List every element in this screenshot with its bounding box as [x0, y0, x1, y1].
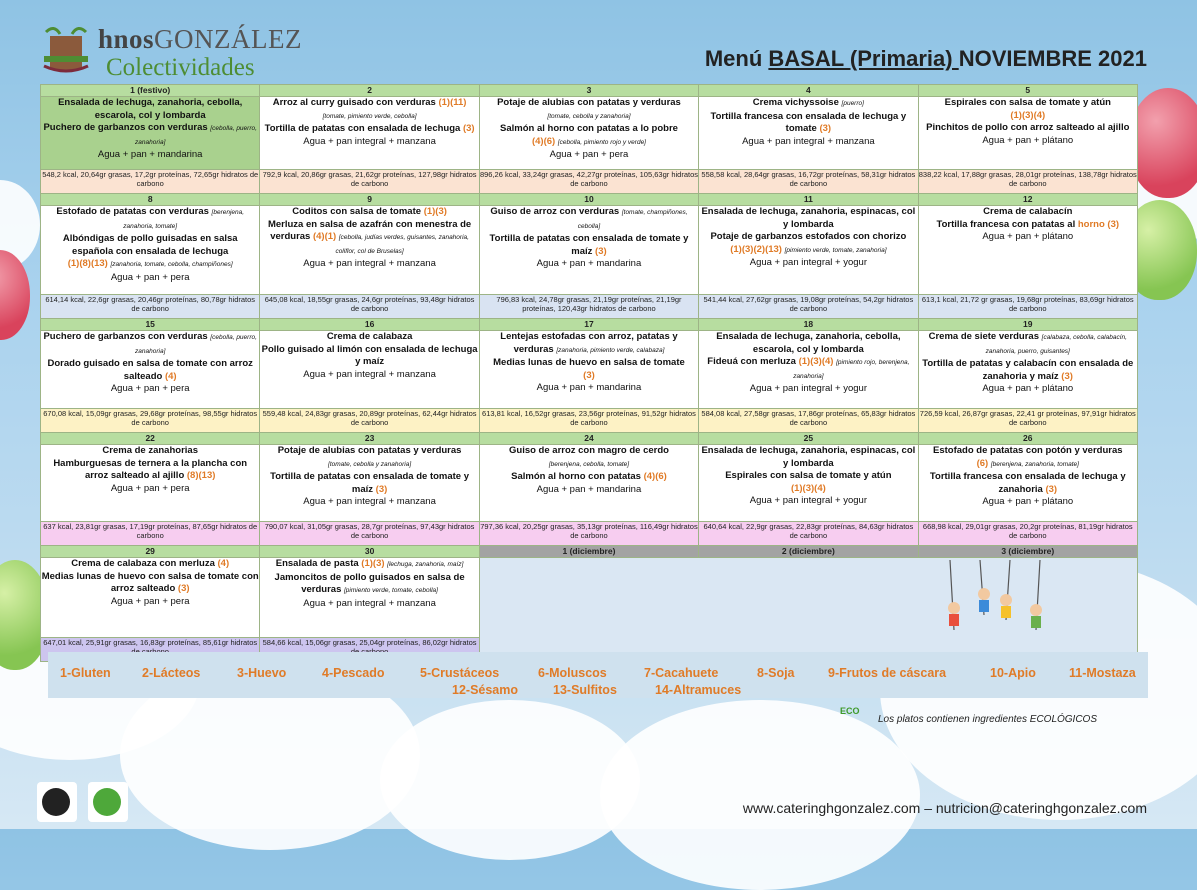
dish-name: Coditos con salsa de tomate — [292, 206, 424, 217]
dessert-drink: Agua + pan integral + manzana — [303, 258, 436, 269]
dish-name: Crema de calabaza con merluza — [71, 558, 218, 569]
logo-text-line2: Colectividades — [106, 54, 255, 81]
dish-name: Lentejas estofadas con arroz, patatas y verduras — [500, 331, 678, 355]
day-header: 24 — [479, 433, 698, 445]
dish-name: Tortilla de patatas con ensalada de lechuga — [264, 123, 463, 134]
day-menu — [260, 445, 479, 522]
dessert-drink: Agua + pan integral + yogur — [749, 257, 867, 268]
day-header: 2 (diciembre) — [699, 546, 918, 558]
dessert-drink: Agua + pan + plátano — [982, 231, 1074, 242]
dish-name: Salmón al horno con patatas — [511, 471, 644, 482]
dish-name: Estofado de patatas con potón y verduras — [933, 445, 1123, 456]
dessert-drink: Agua + pan + plátano — [982, 134, 1074, 146]
children-illustration — [940, 560, 1060, 640]
nutrition-info: 614,14 kcal, 22,6gr grasas, 20,46gr proteínas, 80,78gr hidratos de carbono — [41, 295, 260, 319]
cloud — [600, 700, 920, 890]
day-header: 3 (diciembre) — [918, 546, 1137, 558]
dish-name: Tortilla francesa con patatas al — [936, 218, 1078, 230]
day-menu — [918, 206, 1137, 295]
ingredients-note: [tomate, champiñones, cebolla] — [577, 209, 688, 230]
allergen-codes: (6) — [976, 457, 991, 469]
certification-badge-eco — [88, 782, 128, 822]
dish-name: Crema vichyssoise — [752, 97, 842, 108]
allergen-codes: (3) — [177, 583, 190, 594]
allergen-item: 6-Moluscos — [538, 666, 607, 680]
dish-name: Estofado de patatas con verduras — [56, 206, 212, 217]
allergen-item: 7-Cacahuete — [644, 666, 719, 680]
ingredients-note: [lechuga, zanahoria, maíz] — [387, 561, 464, 568]
nutrition-info: 558,58 kcal, 28,64gr grasas, 16,72gr proteínas, 58,31gr hidratos de carbono — [699, 170, 918, 194]
allergen-item: 3-Huevo — [237, 666, 287, 680]
day-menu — [41, 206, 260, 295]
dish-name: Espirales con salsa de tomate y atún — [725, 470, 892, 481]
day-menu — [41, 97, 260, 170]
nutrition-info: 668,98 kcal, 29,01gr grasas, 20,2gr proteínas, 81,19gr hidratos de carbono — [918, 522, 1137, 546]
dish-name: Dorado guisado en salsa de tomate con arroz salteado — [47, 358, 253, 382]
dish-name: Crema de calabacín — [983, 206, 1073, 217]
dish-name: Crema de zanahorias — [102, 445, 198, 456]
dish-name: Pollo guisado al limón con ensalada de lechuga y maíz — [261, 343, 478, 367]
day-header: 11 — [699, 194, 918, 206]
allergen-codes: (1)(8)(13) — [67, 258, 111, 269]
footer-contact: www.cateringhgonzalez.com – nutricion@cateringhgonzalez.com — [742, 800, 1147, 816]
day-header: 1 (diciembre) — [479, 546, 698, 558]
day-header: 15 — [41, 319, 260, 331]
nutrition-info: 640,64 kcal, 22,9gr grasas, 22,83gr proteínas, 84,63gr hidratos de carbono — [699, 522, 918, 546]
dish-name: Potaje de alubias con patatas y verduras — [277, 445, 462, 456]
certification-badge — [37, 782, 77, 822]
day-menu — [479, 206, 698, 295]
company-logo — [40, 18, 340, 83]
dessert-drink: Agua + pan integral + manzana — [303, 368, 436, 380]
nutrition-info: 796,83 kcal, 24,78gr grasas, 21,19gr proteínas, 21,19gr proteínas, 120,43gr hidratos de carbono — [479, 295, 698, 319]
allergen-item: 9-Frutos de cáscara — [828, 666, 947, 680]
eco-leaf-icon: ECO — [840, 706, 860, 716]
nutrition-info: 613,1 kcal, 21,72 gr grasas, 19,68gr proteínas, 83,69gr hidratos de carbono — [918, 295, 1137, 319]
ingredients-note: [berenjena, cebolla, tomate] — [548, 460, 630, 468]
dish-name: Salmón al horno con patatas a lo pobre — [500, 123, 678, 134]
dessert-drink: Agua + pan + pera — [110, 595, 190, 607]
dish-name: Tortilla de patatas con ensalada de tomate y maíz — [270, 471, 470, 495]
allergen-item: 1-Gluten — [60, 666, 111, 680]
allergen-item: 2-Lácteos — [142, 666, 201, 680]
dessert-drink: Agua + pan + pera — [549, 149, 629, 160]
day-header: 5 — [918, 85, 1137, 97]
day-header: 4 — [699, 85, 918, 97]
day-header: 29 — [41, 546, 260, 558]
day-header: 26 — [918, 433, 1137, 445]
dish-name: Puchero de garbanzos con verduras — [43, 122, 211, 133]
day-menu — [41, 558, 260, 638]
allergen-codes: (4) — [164, 370, 177, 382]
allergen-item: 14-Altramuces — [655, 683, 742, 697]
allergen-codes: (1)(11) — [438, 97, 467, 108]
dessert-drink: Agua + pan + mandarina — [536, 483, 642, 495]
allergen-codes: (1)(3)(2)(13) — [730, 243, 785, 255]
dish-name: Puchero de garbanzos con verduras — [43, 331, 211, 342]
dessert-drink: Agua + pan + plátano — [982, 383, 1074, 394]
ingredients-note: [calabaza, cebolla, calabacín, zanahoria, puerro, guisantes] — [985, 334, 1127, 355]
nutrition-info: 584,66 kcal, 15,06gr grasas, 25,04gr proteínas, 86,02gr hidratos — [260, 638, 479, 662]
ingredients-note: [puerro] — [841, 100, 864, 107]
allergen-item: 4-Pescado — [322, 666, 385, 680]
allergen-codes: (4)(6) — [531, 135, 558, 147]
dessert-drink: Agua + pan + mandarina — [536, 258, 642, 269]
dish-name: Pinchitos de pollo con arroz salteado al ajillo — [926, 122, 1130, 133]
ingredients-note: [zanahoria, pimiento verde, calabaza] — [556, 346, 665, 354]
day-menu — [260, 331, 479, 409]
day-header: 19 — [918, 319, 1137, 331]
nutrition-info: 896,26 kcal, 33,24gr grasas, 42,27gr proteínas, 105,63gr hidratos de carbono — [479, 170, 698, 194]
dish-name: Espirales con salsa de tomate y atún — [944, 97, 1111, 108]
allergen-item: 13-Sulfitos — [553, 683, 617, 697]
dish-name: Crema de siete verduras — [928, 331, 1042, 342]
nutrition-info: 647,01 kcal, 25,91gr grasas, 16,83gr proteínas, 85,61gr hidratos — [41, 638, 260, 662]
dessert-drink: Agua + pan + plátano — [982, 496, 1074, 507]
allergen-codes: (3) — [1061, 370, 1073, 382]
nutrition-info: 541,44 kcal, 27,62gr grasas, 19,08gr proteínas, 54,2gr hidratos de carbono — [699, 295, 918, 319]
nutrition-info: 613,81 kcal, 16,52gr grasas, 23,56gr proteínas, 91,52gr hidratos de carbono — [479, 409, 698, 433]
day-header: 8 — [41, 194, 260, 206]
day-header: 23 — [260, 433, 479, 445]
allergen-codes: (1)(3)(4) — [790, 482, 826, 494]
day-header: 25 — [699, 433, 918, 445]
ingredients-note: [tomate, cebolla y zanahoria] — [547, 112, 631, 120]
nutrition-info: 548,2 kcal, 20,64gr grasas, 17,2gr proteínas, 72,65gr hidratos de carbono — [41, 170, 260, 194]
dessert-drink: Agua + pan + pera — [110, 271, 190, 283]
day-menu — [479, 97, 698, 170]
day-menu — [918, 97, 1137, 170]
day-menu — [699, 206, 918, 295]
day-menu — [918, 331, 1137, 409]
allergen-codes: (1)(3)(4) — [798, 356, 834, 367]
dessert-drink: Agua + pan integral + manzana — [303, 496, 436, 507]
dish-name: Crema de calabaza — [326, 331, 413, 342]
dessert-drink: Agua + pan + pera — [110, 383, 190, 394]
dish-name: Potaje de garbanzos estofados con chorizo — [710, 231, 907, 242]
dish-name: Ensalada de lechuga, zanahoria, cebolla, escarola, col y lombarda — [716, 331, 901, 355]
nutrition-info: 797,36 kcal, 20,25gr grasas, 35,13gr proteínas, 116,49gr hidratos de carbono — [479, 522, 698, 546]
dessert-drink: Agua + pan integral + manzana — [303, 597, 436, 609]
day-menu — [41, 445, 260, 522]
allergen-legend — [48, 652, 1148, 698]
castle-icon — [40, 22, 92, 74]
dessert-drink: Agua + pan + pera — [110, 482, 190, 494]
ingredients-note: [pimiento verde, tomate, zanahoria] — [784, 246, 887, 254]
dish-name: Medias lunas de huevo en salsa de tomate — [493, 357, 685, 368]
day-menu — [699, 445, 918, 522]
dish-name: Ensalada de lechuga, zanahoria, cebolla, escarola, col y lombarda — [58, 97, 243, 121]
allergen-codes: (1)(3)(4) — [1010, 109, 1046, 121]
allergen-codes: (4)(6) — [643, 471, 667, 482]
dish-name: Tortilla francesa con ensalada de lechuga y zanahoria — [929, 471, 1126, 495]
day-menu — [918, 445, 1137, 522]
day-header: 10 — [479, 194, 698, 206]
day-header: 17 — [479, 319, 698, 331]
dish-name: Tortilla francesa con ensalada de lechuga y tomate — [710, 110, 907, 134]
day-menu — [479, 331, 698, 409]
dish-name: Guiso de arroz con verduras — [490, 206, 622, 217]
eco-text: Los platos contienen ingredientes ECOLÓGICOS — [878, 714, 1098, 725]
day-menu — [260, 206, 479, 295]
nutrition-info: 670,08 kcal, 15,09gr grasas, 29,68gr proteínas, 98,55gr hidratos de carbono — [41, 409, 260, 433]
nutrition-info: 559,48 kcal, 24,83gr grasas, 20,89gr proteínas, 62,44gr hidratos de carbono — [260, 409, 479, 433]
allergen-codes: (1)(3) — [423, 206, 447, 217]
nutrition-info: 792,9 kcal, 20,86gr grasas, 21,62gr proteínas, 127,98gr hidratos de carbono — [260, 170, 479, 194]
allergen-codes: (3) — [583, 369, 595, 381]
dish-name: Potaje de alubias con patatas y verduras — [497, 97, 681, 108]
day-menu — [479, 445, 698, 522]
ingredients-note: [tomate, pimiento verde, cebolla] — [322, 112, 417, 120]
nutrition-info: 637 kcal, 23,81gr grasas, 17,19gr proteínas, 87,65gr hidratos de carbono — [41, 522, 260, 546]
day-header: 2 — [260, 85, 479, 97]
day-menu — [260, 558, 479, 638]
balloon-red — [1128, 88, 1197, 198]
dish-name: Tortilla de patatas y calabacín con ensalada de zanahoria y maíz — [922, 358, 1134, 382]
balloon-red — [0, 250, 30, 340]
nutrition-info: 584,08 kcal, 27,58gr grasas, 17,86gr proteínas, 65,83gr hidratos de carbono — [699, 409, 918, 433]
dessert-drink: Agua + pan integral + manzana — [303, 135, 436, 147]
day-header: 9 — [260, 194, 479, 206]
day-menu — [41, 331, 260, 409]
dish-name: Merluza en salsa de azafrán con menestra de verduras — [267, 218, 472, 242]
allergen-codes: (3) — [1045, 483, 1058, 495]
allergen-codes: (1)(3) — [361, 558, 385, 569]
allergen-item: 10-Apio — [990, 666, 1036, 680]
allergen-item: 12-Sésamo — [452, 683, 519, 697]
day-header: 3 — [479, 85, 698, 97]
day-header: 1 (festivo) — [41, 85, 260, 97]
allergen-codes: (3) — [595, 245, 607, 257]
page-title: Menú BASAL (Primaria) NOVIEMBRE 2021 — [704, 46, 1147, 71]
dish-name: Tortilla de patatas con ensalada de tomate y maíz — [489, 233, 689, 257]
dessert-drink: Agua + pan integral + manzana — [742, 135, 875, 147]
day-header: 12 — [918, 194, 1137, 206]
dish-name: Ensalada de pasta — [275, 558, 362, 569]
ingredients-note: [pimiento verde, tomate, cebolla] — [344, 587, 438, 594]
dessert-drink: Agua + pan + mandarina — [97, 149, 203, 160]
allergen-codes: (8)(13) — [186, 470, 216, 481]
day-menu — [699, 97, 918, 170]
ingredients-note: [cebolla, judías verdes, guisantes, zanahoria, coliflor, col de Bruselas] — [335, 234, 469, 255]
dish-name: Medias lunas de huevo con salsa de tomate con arroz salteado — [41, 570, 259, 594]
nutrition-info: 726,59 kcal, 26,87gr grasas, 22,41 gr proteínas, 97,91gr hidratos de carbono — [918, 409, 1137, 433]
day-menu — [260, 97, 479, 170]
allergen-codes: (3) — [375, 483, 388, 495]
dish-name: Ensalada de lechuga, zanahoria, espinacas, col y lombarda — [701, 206, 916, 230]
allergen-item: 5-Crustáceos — [420, 666, 500, 680]
dish-name: Albóndigas de pollo guisadas en salsa española con ensalada de lechuga — [62, 233, 238, 257]
ingredients-note: [cebolla, puerro, zanahoria] — [135, 125, 257, 146]
dish-name: Guiso de arroz con magro de cerdo — [509, 445, 669, 456]
dessert-drink: Agua + pan integral + yogur — [749, 383, 867, 394]
dish-name: Arroz al curry guisado con verduras — [272, 97, 439, 108]
day-header: 18 — [699, 319, 918, 331]
allergen-item: 11-Mostaza — [1069, 666, 1136, 680]
nutrition-info: 838,22 kcal, 17,88gr grasas, 28,01gr proteínas, 138,78gr hidratos de carbono — [918, 170, 1137, 194]
allergen-item: 8-Soja — [757, 666, 795, 680]
day-menu — [699, 331, 918, 409]
ingredients-note: [berenjena, zanahoria, tomate] — [123, 209, 245, 230]
day-header: 22 — [41, 433, 260, 445]
dish-name: Hamburguesas de ternera a la plancha con arroz salteado al ajillo — [53, 457, 248, 481]
day-header: 30 — [260, 546, 479, 558]
day-header: 16 — [260, 319, 479, 331]
dessert-drink: Agua + pan + mandarina — [536, 382, 642, 393]
ingredients-note: [cebolla, pimiento rojo y verde] — [557, 138, 646, 146]
dish-name: Ensalada de lechuga, zanahoria, espinacas, col y lombarda — [701, 445, 916, 469]
allergen-codes: (3) — [819, 123, 832, 134]
nutrition-info: 790,07 kcal, 31,05gr grasas, 28,7gr proteínas, 97,43gr hidratos de carbono — [260, 522, 479, 546]
logo-text-line1: hnosGONZÁLEZ — [98, 24, 303, 54]
allergen-codes: (3) — [462, 123, 475, 134]
allergen-codes: horno (3) — [1077, 218, 1120, 230]
dish-name: Jamoncitos de pollo guisados en salsa de verduras — [274, 571, 465, 595]
ingredients-note: [cebolla, puerro, zanahoria] — [135, 334, 257, 355]
ingredients-note: [tomate, cebolla y zanahoria] — [328, 460, 412, 468]
dish-name: Fideuá con merluza — [707, 356, 799, 367]
ingredients-note: [zanahoria, tomate, cebolla, champiñones] — [110, 261, 233, 268]
allergen-codes: (4)(1) — [312, 231, 337, 242]
nutrition-info: 645,08 kcal, 18,55gr grasas, 24,6gr proteínas, 93,48gr hidratos de carbono — [260, 295, 479, 319]
dessert-drink: Agua + pan integral + yogur — [749, 495, 867, 506]
ingredients-note: [pimiento rojo, berenjena, zanahoria] — [793, 359, 910, 380]
ingredients-note: [berenjena, zanahoria, tomate] — [990, 460, 1079, 468]
allergen-codes: (4) — [217, 558, 230, 569]
